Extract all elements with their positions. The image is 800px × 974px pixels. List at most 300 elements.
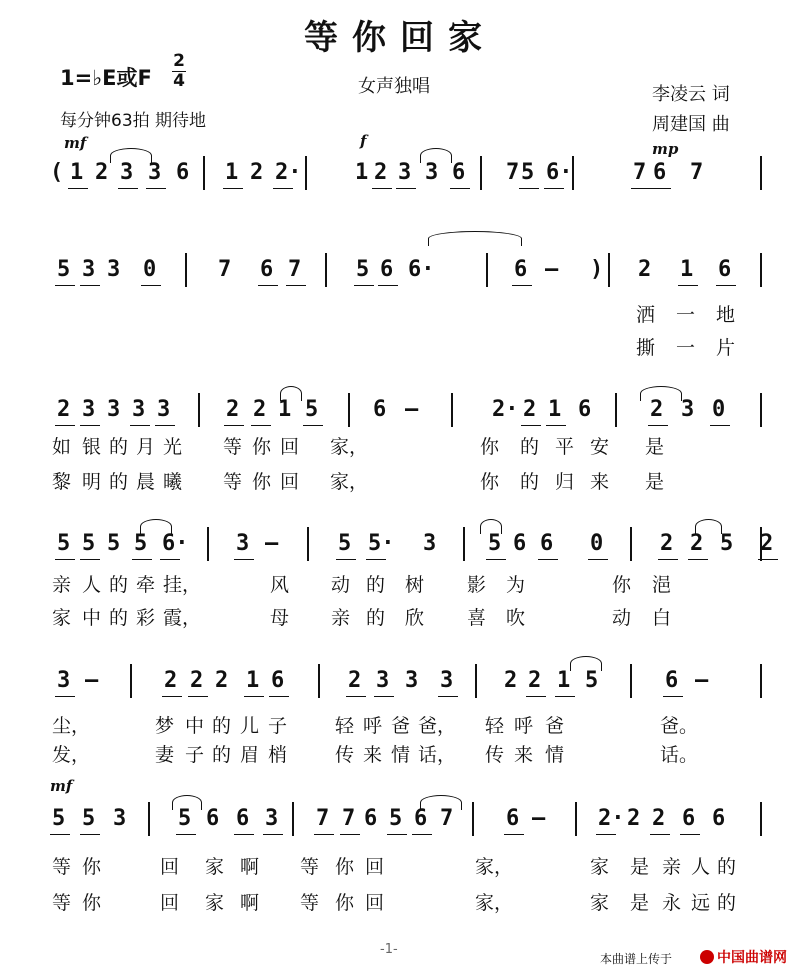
lyric-syllable: 吹 <box>506 607 526 629</box>
time-denominator: 4 <box>173 71 185 91</box>
note: 1 <box>557 668 571 693</box>
note: – <box>545 257 559 282</box>
beam-line <box>130 425 150 426</box>
lyrics-line-2 <box>0 603 800 627</box>
lyric-syllable: 你 <box>252 471 272 493</box>
lyric-syllable: 的 <box>212 715 232 737</box>
note: 3 <box>107 397 121 422</box>
beam-line <box>50 834 70 835</box>
beam-line <box>224 425 244 426</box>
note: 6 <box>712 806 726 831</box>
lyric-syllable: 啊 <box>240 892 260 914</box>
note: 6 <box>513 531 527 556</box>
note: 2 <box>190 668 204 693</box>
note: 3 <box>82 397 96 422</box>
beam-line <box>55 285 75 286</box>
lyric-syllable: 的 <box>366 607 386 629</box>
lyric-syllable: 人 <box>691 856 711 878</box>
dynamic-marking: mf <box>64 134 87 152</box>
note: 1 <box>278 397 292 422</box>
beam-line <box>162 696 182 697</box>
lyrics-line-2 <box>0 333 800 357</box>
beam-line <box>336 559 356 560</box>
lyric-syllable: 回 <box>280 436 300 458</box>
beam-line <box>80 285 100 286</box>
lyric-syllable: 永 <box>662 892 682 914</box>
beam-line <box>303 425 323 426</box>
lyric-syllable: 呼 <box>514 715 534 737</box>
lyric-syllable: 是 <box>645 436 665 458</box>
note: 6 <box>506 806 520 831</box>
lyrics-line-2 <box>0 740 800 764</box>
lyric-syllable: 的 <box>109 436 129 458</box>
barline <box>130 664 132 698</box>
barline <box>572 156 574 190</box>
beam-line <box>512 285 532 286</box>
beam-line <box>176 834 196 835</box>
lyric-syllable: 回 <box>160 892 180 914</box>
note: 6 <box>206 806 220 831</box>
lyric-syllable: 的 <box>717 892 737 914</box>
beam-line <box>188 696 208 697</box>
lyric-syllable: 明 <box>82 471 102 493</box>
beam-line <box>387 834 407 835</box>
lyric-syllable: 家 <box>205 856 225 878</box>
note: 6· <box>408 257 435 282</box>
note: 5 <box>521 160 535 185</box>
beam-line <box>340 834 360 835</box>
tie-arc <box>695 519 722 534</box>
beam-line <box>374 696 394 697</box>
note: 5 <box>134 531 148 556</box>
note: – <box>265 531 279 556</box>
lyric-syllable: 的 <box>366 574 386 596</box>
lyrics-line-2 <box>0 467 800 491</box>
note: 6 <box>682 806 696 831</box>
lyric-syllable: 的 <box>717 856 737 878</box>
note: 6 <box>236 806 250 831</box>
beam-line <box>68 188 88 189</box>
beam-line <box>555 696 575 697</box>
lyric-syllable: 一 <box>676 337 696 359</box>
note: 5 <box>585 668 599 693</box>
note: 6 <box>414 806 428 831</box>
note: 2 <box>690 531 704 556</box>
beam-line <box>132 559 152 560</box>
note: 2 <box>660 531 674 556</box>
lyric-syllable: 家， <box>330 471 369 493</box>
lyrics-line-1 <box>0 570 800 594</box>
barline <box>307 527 309 561</box>
lyric-syllable: 你 <box>335 856 355 878</box>
beam-line <box>269 696 289 697</box>
lyrics-line-2 <box>0 888 800 912</box>
lyric-syllable: 等 <box>223 471 243 493</box>
tie-arc <box>110 148 152 163</box>
barline <box>475 664 477 698</box>
tie-arc <box>140 519 172 534</box>
lyric-syllable: 亲 <box>52 574 72 596</box>
lyric-syllable: 白 <box>652 607 672 629</box>
lyric-syllable: 片 <box>716 337 736 359</box>
beam-line <box>160 559 180 560</box>
note: 7 <box>633 160 647 185</box>
note: 3 <box>398 160 412 185</box>
lyric-syllable: 轻 <box>485 715 505 737</box>
lyric-syllable: 情 <box>391 744 411 766</box>
lyric-syllable: 等 <box>52 856 72 878</box>
note: 2 <box>528 668 542 693</box>
beam-line <box>710 425 730 426</box>
note: 7 <box>288 257 302 282</box>
voice-type: 女声独唱 <box>358 76 430 97</box>
beam-line <box>538 559 558 560</box>
time-signature <box>172 52 186 91</box>
lyric-syllable: 银 <box>82 436 102 458</box>
lyric-syllable: 眉 <box>240 744 260 766</box>
note: 7 <box>690 160 704 185</box>
note: 1 <box>246 668 260 693</box>
key-signature: 1=♭E或F <box>60 66 152 90</box>
note: 3 <box>157 397 171 422</box>
lyric-syllable: 传 <box>485 744 505 766</box>
note: 3 <box>132 397 146 422</box>
lyric-syllable: 为 <box>506 574 526 596</box>
beam-line <box>251 425 271 426</box>
lyric-syllable: 喜 <box>467 607 487 629</box>
beam-line <box>521 425 541 426</box>
lyric-syllable: 来 <box>590 471 610 493</box>
beam-line <box>314 834 334 835</box>
lyric-syllable: 家， <box>330 436 369 458</box>
note: 5 <box>57 531 71 556</box>
note: 5 <box>107 531 121 556</box>
lyric-syllable: 洒 <box>636 304 656 326</box>
notation-row <box>0 806 800 834</box>
dynamic-marking: mf <box>50 777 73 795</box>
lyric-syllable: 儿 <box>240 715 260 737</box>
beam-line <box>450 188 470 189</box>
barline <box>292 802 294 836</box>
beam-line <box>412 834 432 835</box>
lyric-syllable: 尘， <box>52 715 91 737</box>
tie-arc <box>640 386 682 401</box>
beam-line <box>650 834 670 835</box>
note: 2 <box>374 160 388 185</box>
note: 6 <box>578 397 592 422</box>
tie-arc <box>570 656 602 671</box>
barline <box>203 156 205 190</box>
beam-line <box>546 425 566 426</box>
note: 2 <box>627 806 641 831</box>
beam-line <box>234 559 254 560</box>
lyric-syllable: 月 <box>136 436 156 458</box>
notation-row <box>0 531 800 559</box>
lyric-syllable: 人 <box>82 574 102 596</box>
notation-row <box>0 397 800 425</box>
note: 7 <box>440 806 454 831</box>
beam-line <box>680 834 700 835</box>
note: ( <box>50 160 64 185</box>
barline <box>198 393 200 427</box>
beam-line <box>55 425 75 426</box>
lyric-syllable: 晨 <box>136 471 156 493</box>
lyric-syllable: 梦 <box>155 715 175 737</box>
note: 3 <box>265 806 279 831</box>
note: 3 <box>236 531 250 556</box>
upload-note: 本曲谱上传于 <box>600 952 673 966</box>
note: 2 <box>348 668 362 693</box>
lyric-syllable: 中 <box>82 607 102 629</box>
note: 3 <box>376 668 390 693</box>
note: 6 <box>665 668 679 693</box>
lyric-syllable: 母 <box>270 607 290 629</box>
note: 6 <box>176 160 190 185</box>
lyric-syllable: 的 <box>109 471 129 493</box>
notation-row <box>0 257 800 285</box>
lyric-syllable: 的 <box>520 471 540 493</box>
note: 1 <box>548 397 562 422</box>
note: 5· <box>368 531 395 556</box>
note: 6 <box>514 257 528 282</box>
lyric-syllable: 光 <box>163 436 183 458</box>
note: 6 <box>271 668 285 693</box>
lyric-syllable: 的 <box>520 436 540 458</box>
lyric-syllable: 如 <box>52 436 72 458</box>
note: 2 <box>504 668 518 693</box>
barline <box>760 802 762 836</box>
lyric-syllable: 家 <box>590 892 610 914</box>
note: 7 <box>218 257 232 282</box>
lyric-syllable: 爸 <box>545 715 565 737</box>
lyric-syllable: 霞， <box>163 607 202 629</box>
lyric-syllable: 的 <box>212 744 232 766</box>
beam-line <box>678 285 698 286</box>
note: 5 <box>338 531 352 556</box>
time-numerator: 2 <box>173 51 185 71</box>
note: – <box>532 806 546 831</box>
barline <box>630 664 632 698</box>
lyric-syllable: 曦 <box>163 471 183 493</box>
lyric-syllable: 等 <box>52 892 72 914</box>
lyricist-credit: 李凌云 词 <box>652 84 730 105</box>
lyric-syllable: 啊 <box>240 856 260 878</box>
note: 3 <box>113 806 127 831</box>
note: 1 <box>355 160 369 185</box>
beam-line <box>55 559 75 560</box>
note: 6 <box>718 257 732 282</box>
beam-line <box>286 285 306 286</box>
note: 5 <box>488 531 502 556</box>
barline <box>575 802 577 836</box>
note: 3 <box>423 531 437 556</box>
barline <box>608 253 610 287</box>
note: 5 <box>305 397 319 422</box>
beam-line <box>372 188 392 189</box>
barline <box>760 156 762 190</box>
lyric-syllable: 牵 <box>136 574 156 596</box>
note: 5 <box>389 806 403 831</box>
lyric-syllable: 爸 <box>391 715 411 737</box>
lyric-syllable: 是 <box>645 471 665 493</box>
beam-line <box>118 188 138 189</box>
beam-line <box>155 425 175 426</box>
lyric-syllable: 亲 <box>331 607 351 629</box>
lyric-syllable: 远 <box>691 892 711 914</box>
note: – <box>85 668 99 693</box>
note: 3 <box>57 668 71 693</box>
note: 7 <box>506 160 520 185</box>
lyric-syllable: 的 <box>109 607 129 629</box>
lyric-syllable: 妻 <box>155 744 175 766</box>
note: 5 <box>356 257 370 282</box>
beam-line <box>688 559 708 560</box>
lyric-syllable: 来 <box>514 744 534 766</box>
barline <box>148 802 150 836</box>
beam-line <box>234 834 254 835</box>
note: 2 <box>650 397 664 422</box>
beam-line <box>378 285 398 286</box>
beam-line <box>486 559 506 560</box>
beam-line <box>80 559 100 560</box>
lyric-syllable: 树 <box>405 574 425 596</box>
note: 5 <box>720 531 734 556</box>
note: 6 <box>540 531 554 556</box>
beam-line <box>544 188 564 189</box>
song-title: 等你回家 <box>304 18 496 58</box>
note: 3 <box>107 257 121 282</box>
beam-line <box>631 188 651 189</box>
lyric-syllable: 来 <box>363 744 383 766</box>
beam-line <box>346 696 366 697</box>
site-name: 中国曲谱网 <box>717 950 787 966</box>
lyric-syllable: 回 <box>365 856 385 878</box>
lyric-syllable: 家 <box>205 892 225 914</box>
barline <box>760 664 762 698</box>
note: 2 <box>250 160 264 185</box>
note: 5 <box>52 806 66 831</box>
note: 6 <box>452 160 466 185</box>
notation-row <box>0 668 800 696</box>
note: 5 <box>57 257 71 282</box>
lyric-syllable: 浥 <box>652 574 672 596</box>
beam-line <box>263 834 283 835</box>
lyric-syllable: 梢 <box>268 744 288 766</box>
lyric-syllable: 影 <box>467 574 487 596</box>
notation-row <box>0 160 800 188</box>
note: ) <box>590 257 604 282</box>
lyric-syllable: 黎 <box>52 471 72 493</box>
note: 0 <box>712 397 726 422</box>
note: 1 <box>70 160 84 185</box>
barline <box>472 802 474 836</box>
beam-line <box>716 285 736 286</box>
tie-arc <box>480 519 502 534</box>
note: 2· <box>598 806 625 831</box>
lyric-syllable: 撕 <box>636 337 656 359</box>
lyric-syllable: 的 <box>109 574 129 596</box>
tie-arc <box>428 231 522 246</box>
lyric-syllable: 话。 <box>660 744 699 766</box>
lyric-syllable: 亲 <box>662 856 682 878</box>
lyric-syllable: 爸， <box>418 715 457 737</box>
lyric-syllable: 回 <box>160 856 180 878</box>
beam-line <box>504 834 524 835</box>
note: 3 <box>440 668 454 693</box>
lyric-syllable: 子 <box>268 715 288 737</box>
lyric-syllable: 等 <box>223 436 243 458</box>
barline <box>486 253 488 287</box>
note: – <box>695 668 709 693</box>
lyric-syllable: 安 <box>590 436 610 458</box>
note: 5 <box>82 806 96 831</box>
lyric-syllable: 你 <box>480 471 500 493</box>
lyric-syllable: 一 <box>676 304 696 326</box>
lyric-syllable: 发， <box>52 744 91 766</box>
barline <box>480 156 482 190</box>
beam-line <box>258 285 278 286</box>
lyric-syllable: 归 <box>555 471 575 493</box>
lyric-syllable: 呼 <box>363 715 383 737</box>
lyric-syllable: 爸。 <box>660 715 699 737</box>
note: 3 <box>148 160 162 185</box>
note: 3 <box>425 160 439 185</box>
beam-line <box>519 188 539 189</box>
lyric-syllable: 家 <box>590 856 610 878</box>
lyric-syllable: 等 <box>300 856 320 878</box>
note: 2 <box>523 397 537 422</box>
dynamic-marking: f <box>360 132 367 150</box>
barline <box>615 393 617 427</box>
note: 6· <box>546 160 573 185</box>
barline <box>185 253 187 287</box>
lyric-syllable: 是 <box>630 856 650 878</box>
lyric-syllable: 传 <box>335 744 355 766</box>
beam-line <box>80 834 100 835</box>
note: – <box>405 397 419 422</box>
beam-line <box>223 188 243 189</box>
beam-line <box>396 188 416 189</box>
lyrics-line-1 <box>0 432 800 456</box>
beam-line <box>146 188 166 189</box>
barline <box>318 664 320 698</box>
beam-line <box>648 425 668 426</box>
note: 7 <box>342 806 356 831</box>
page-number: -1- <box>380 942 398 957</box>
lyric-syllable: 家， <box>475 892 514 914</box>
note: 2 <box>215 668 229 693</box>
note: 7 <box>316 806 330 831</box>
beam-line <box>55 696 75 697</box>
lyric-syllable: 挂， <box>163 574 202 596</box>
beam-line <box>244 696 264 697</box>
lyric-syllable: 你 <box>480 436 500 458</box>
note: 5 <box>178 806 192 831</box>
tie-arc <box>420 148 452 163</box>
note: 6 <box>380 257 394 282</box>
barline <box>760 393 762 427</box>
note: 1 <box>680 257 694 282</box>
lyric-syllable: 动 <box>331 574 351 596</box>
lyric-syllable: 情 <box>545 744 565 766</box>
barline <box>348 393 350 427</box>
beam-line <box>596 834 616 835</box>
beam-line <box>80 425 100 426</box>
barline <box>325 253 327 287</box>
beam-line <box>141 285 161 286</box>
beam-line <box>526 696 546 697</box>
note: 5 <box>82 531 96 556</box>
